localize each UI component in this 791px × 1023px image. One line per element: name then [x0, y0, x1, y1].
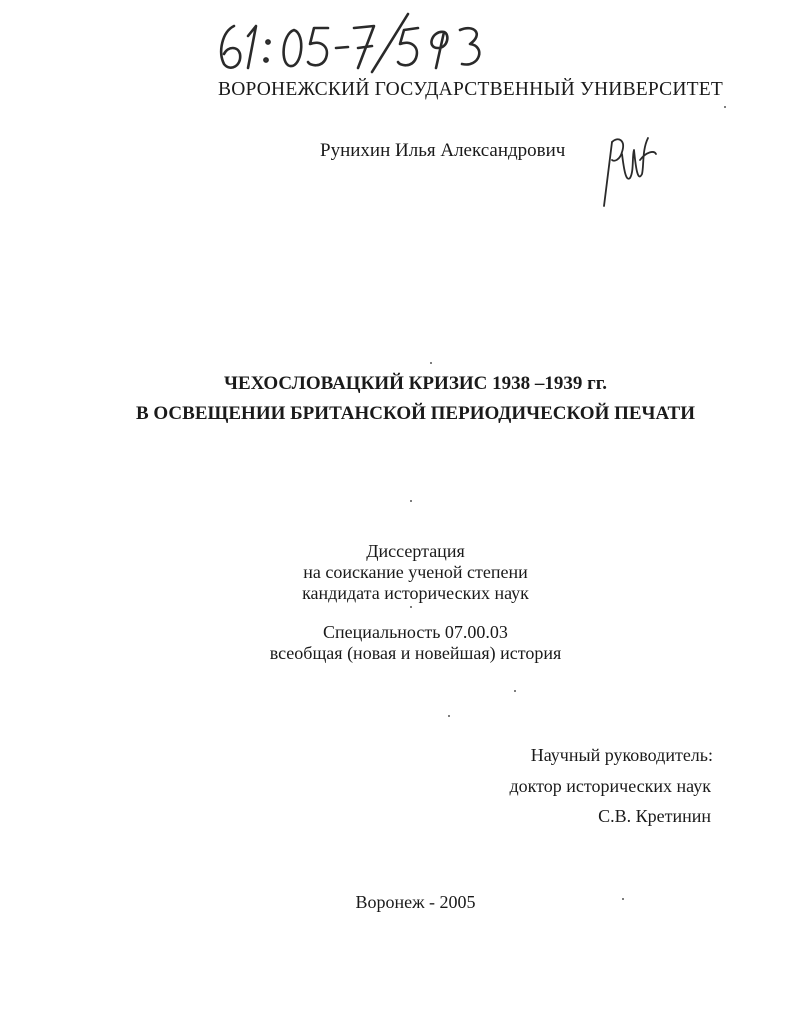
scan-speck [410, 500, 412, 502]
dissertation-title-line-1: ЧЕХОСЛОВАЦКИЙ КРИЗИС 1938 –1939 гг. [224, 373, 607, 394]
scan-speck [724, 106, 726, 108]
dissertation-title-line-2: В ОСВЕЩЕНИИ БРИТАНСКОЙ ПЕРИОДИЧЕСКОЙ ПЕЧАТИ [136, 403, 695, 424]
scan-speck [622, 898, 624, 900]
supervisor-degree: доктор исторических наук [509, 776, 711, 796]
supervisor-role: Научный руководитель: [530, 745, 713, 765]
place-and-year: Воронеж - 2005 [355, 892, 476, 912]
university-text: ВОРОНЕЖСКИЙ ГОСУДАРСТВЕННЫЙ УНИВЕРСИТЕТ [218, 79, 724, 100]
university-name [0, 78, 791, 102]
specialty-line-2: всеобщая (новая и новейшая) история [269, 643, 562, 663]
scan-speck [430, 362, 432, 364]
degree-line-3: кандидата исторических наук [302, 583, 529, 603]
handwritten-archive-number [212, 12, 492, 74]
degree-line-2: на соискание ученой степени [303, 562, 528, 582]
scan-speck [448, 715, 450, 717]
supervisor-name: С.В. Кретинин [598, 806, 711, 826]
scan-speck [410, 606, 412, 608]
scan-speck [514, 690, 516, 692]
author-name: Рунихин Илья Александрович [320, 140, 566, 161]
author-signature [596, 130, 658, 210]
specialty-line-1: Специальность 07.00.03 [323, 622, 508, 642]
degree-line-1: Диссертация [366, 541, 465, 561]
